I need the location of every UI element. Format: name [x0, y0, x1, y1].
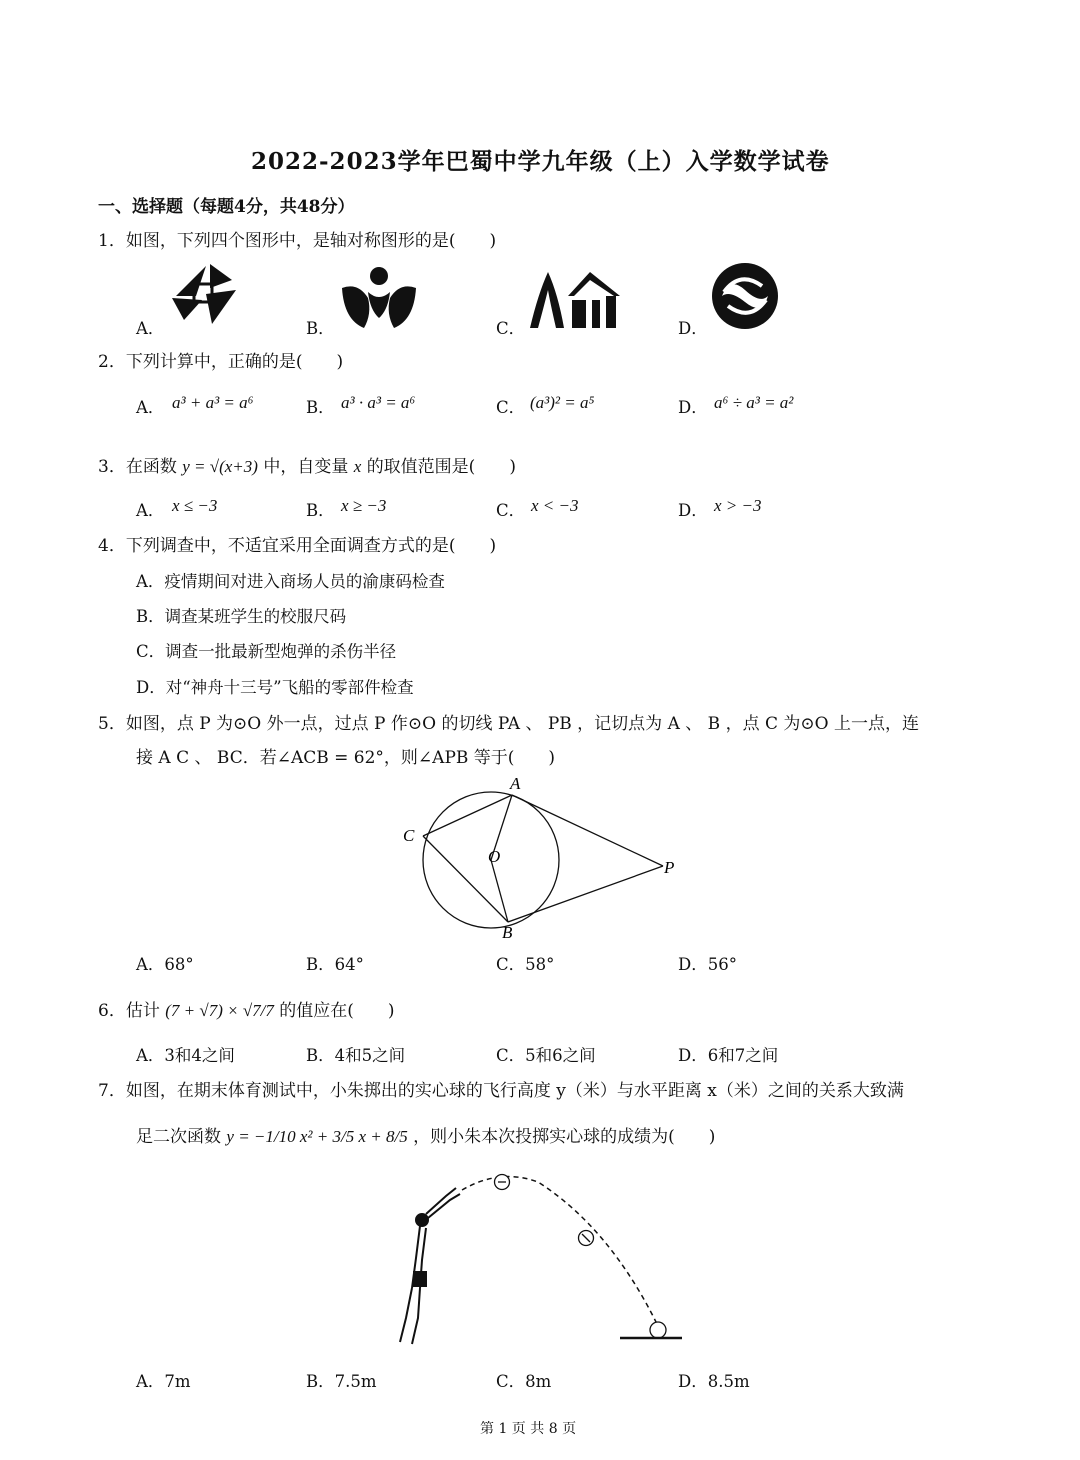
q7-line2 [136, 1122, 715, 1147]
q1-option-c: C． [496, 319, 526, 338]
q3-stem-c: 的取值范围是( ) [366, 457, 516, 477]
q5-option-c: C．58° [496, 955, 555, 974]
q1-stem: 1．如图，下列四个图形中，是轴对称图形的是( ) [98, 231, 497, 251]
section-heading: 一、选择题（每题4分，共48分） [98, 197, 355, 217]
q4-option-b: B．调查某班学生的校服尺码 [136, 607, 347, 626]
q2-stem: 2．下列计算中，正确的是( ) [98, 352, 344, 372]
q6-option-c: C．5和6之间 [496, 1046, 596, 1065]
q7-option-a: A．7m [136, 1372, 191, 1391]
q2-option-b-math: a³ · a³ = a⁶ [341, 393, 416, 412]
ball-3 [650, 1322, 666, 1338]
q7-line2-a: 足二次函数 [136, 1127, 221, 1147]
q3-stem-a: 3．在函数 [98, 457, 177, 477]
q7-function: y = −1/10 x² + 3/5 x + 8/5 [226, 1127, 408, 1146]
q4-option-d: D．对“神舟十三号”飞船的零部件检查 [136, 678, 414, 697]
q5-circle-diagram [398, 772, 688, 942]
q1-figure-c [528, 266, 622, 330]
q3-option-a-math: x ≤ −3 [172, 496, 218, 515]
page-title: 2022-2023学年巴蜀中学九年级（上）入学数学试卷 [251, 148, 830, 175]
label-c: C [403, 826, 415, 845]
q2-option-c-label: C． [496, 398, 526, 417]
q1-option-d: D． [678, 319, 708, 338]
q7-option-c: C．8m [496, 1372, 552, 1391]
q2-option-b-label: B． [306, 398, 335, 417]
q2-option-a-label: A． [136, 398, 165, 417]
q5-option-d: D．56° [678, 955, 737, 974]
q7-option-d: D．8.5m [678, 1372, 750, 1391]
q7-line2-b: ，则小朱本次投掷实心球的成绩为( ) [413, 1127, 716, 1147]
label-b: B [502, 923, 513, 942]
label-p: P [664, 858, 675, 877]
q6-expression: (7 + √7) × √7/7 [165, 1001, 274, 1020]
q3-option-b-label: B． [306, 501, 335, 520]
q3-option-c-math: x < −3 [531, 496, 579, 515]
q5-option-b: B．64° [306, 955, 364, 974]
q7-throw-diagram [390, 1168, 690, 1350]
q2-option-a-math: a³ + a³ = a⁶ [172, 393, 254, 412]
q1-option-b: B． [306, 319, 335, 338]
ball-trajectory [462, 1177, 658, 1326]
q3-option-c-label: C． [496, 501, 526, 520]
label-a: A [510, 774, 521, 793]
q6-stem-b: 的值应在( ) [279, 1001, 395, 1021]
athlete-figure [400, 1188, 460, 1344]
q5-line2: 接 A C 、 BC．若∠ACB = 62°，则∠APB 等于( ) [136, 748, 556, 768]
tangent-pa [512, 795, 663, 866]
q1-option-a: A． [136, 319, 165, 338]
q6-stem [98, 996, 395, 1021]
q2-option-c-math: (a³)² = a⁵ [530, 393, 595, 412]
q6-option-d: D．6和7之间 [678, 1046, 779, 1065]
q6-stem-a: 6．估计 [98, 1001, 160, 1021]
q1-figure-b [338, 262, 420, 332]
q5-option-a: A．68° [136, 955, 194, 974]
q6-option-b: B．4和5之间 [306, 1046, 406, 1065]
q3-variable: x [353, 457, 362, 476]
label-o: O [488, 847, 501, 866]
q7-line1: 7．如图，在期末体育测试中，小朱掷出的实心球的飞行高度 y（米）与水平距离 x（米）之间的关系大致满 [98, 1081, 904, 1101]
tangent-pb [508, 866, 663, 922]
q1-figure-a [166, 260, 242, 330]
q2-option-d-label: D． [678, 398, 708, 417]
page-footer: 第 1 页 共 8 页 [480, 1421, 577, 1437]
chord-ca [423, 795, 512, 836]
q3-stem [98, 452, 516, 477]
q3-option-b-math: x ≥ −3 [341, 496, 387, 515]
q2-option-d-math: a⁶ ÷ a³ = a² [714, 393, 794, 412]
q3-option-d-math: x > −3 [714, 496, 762, 515]
q3-option-a-label: A． [136, 501, 165, 520]
q4-option-a: A．疫情期间对进入商场人员的渝康码检查 [136, 572, 445, 591]
q7-option-b: B．7.5m [306, 1372, 377, 1391]
q3-function: y = √(x+3) [182, 457, 258, 476]
q5-line1: 5．如图，点 P 为⊙O 外一点，过点 P 作⊙O 的切线 PA 、 PB ，记切点为 A 、 B ，点 C 为⊙O 上一点，连 [98, 714, 919, 734]
q3-stem-b: 中，自变量 [263, 457, 349, 477]
q3-option-d-label: D． [678, 501, 708, 520]
q1-figure-d [710, 262, 780, 330]
q4-option-c: C．调查一批最新型炮弹的杀伤半径 [136, 642, 397, 661]
q6-option-a: A．3和4之间 [136, 1046, 235, 1065]
q4-stem: 4．下列调查中，不适宜采用全面调查方式的是( ) [98, 536, 497, 556]
